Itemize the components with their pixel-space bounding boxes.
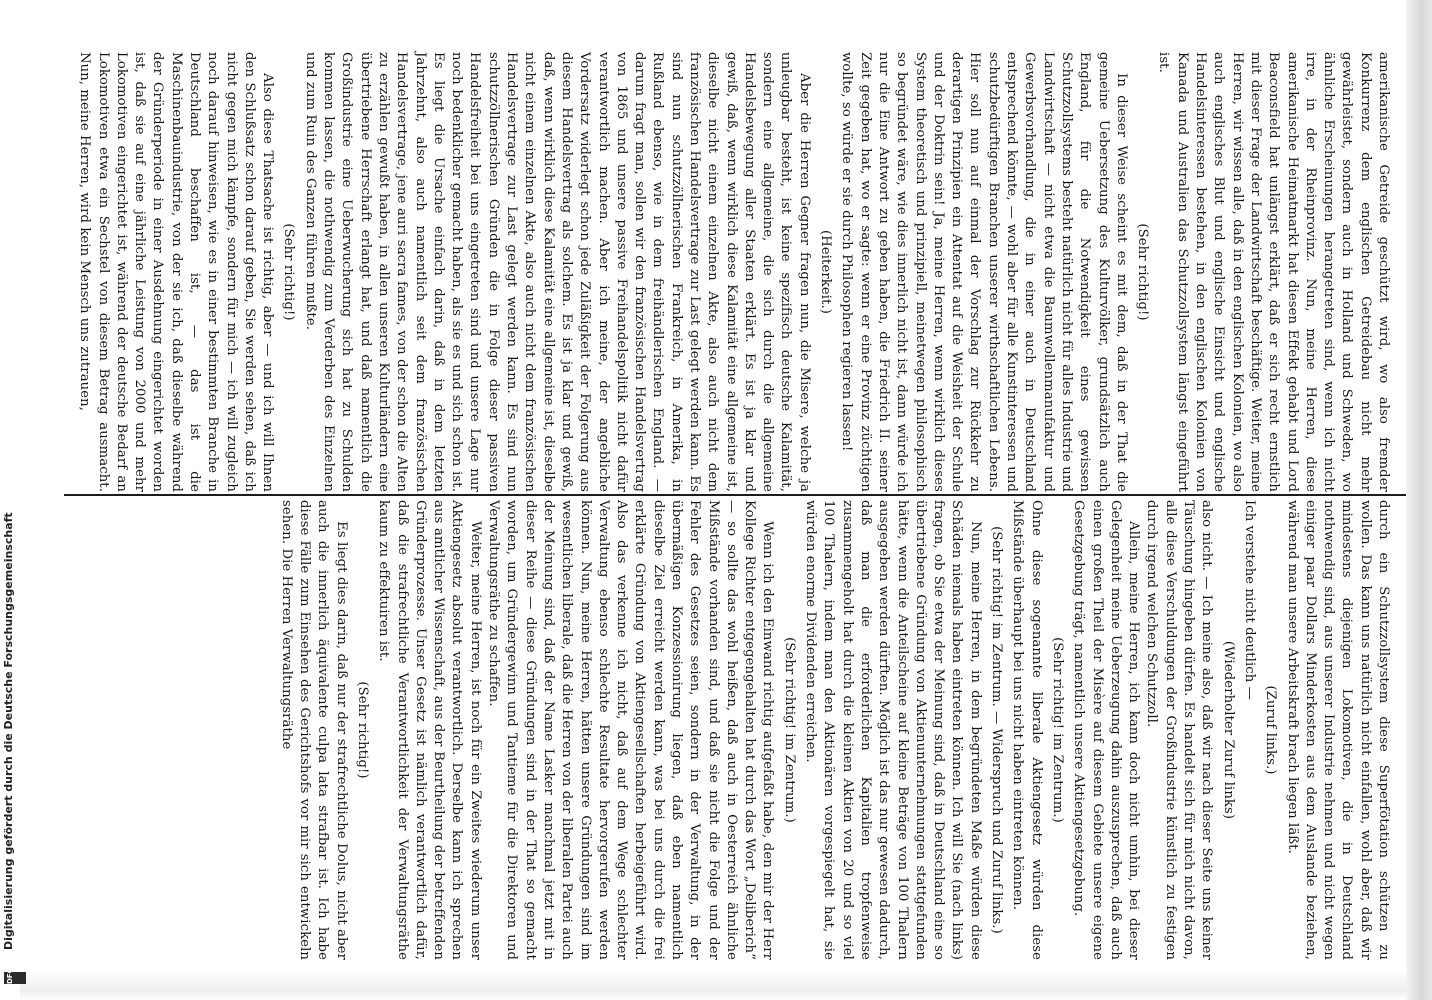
paragraph: Ich verstehe nicht deutlich — <box>1241 500 1257 700</box>
interjection: (Sehr richtig! im Zentrum.) <box>781 637 797 823</box>
paragraph: Weiter, meine Herren, ist noch für ein Zweites wiederum unser Aktiengesetz absolut verantwortlich. Derselbe kann ich sprechen aus amtlicher Wissenschaft, aus der Beurtheilung der betreffenden Gründerprozesse. Unser Gesetz ist nämlich verantwortlich dafür, daß die strafrechtliche Verantwortlichkeit der Verwaltungsräthe kaum zu effektuiren ist. <box>376 500 483 960</box>
interjection: (Zuruf links.) <box>1263 685 1279 775</box>
paragraph: Also diese Thatsache ist richtig, aber — und ich will Ihnen den Schlußsatz schon darauf geben, Sie werden sehen, daß ich nicht gegen mich kämpfe, sondern für mich — ich will zugleich noch darauf hinweisen, wie es in einer bestimmten Branche in Deutschland beschaffen ist, — das ist die Maschinenbauindustrie, von der sie ich, daß dieselbe während der Gründerperiode in einer Ausdehnung eingerichtet worden ist, daß sie auf eine jährliche Leistung von 2000 und mehr Lokomotiven eingerichtet ist, während der deutsche Bedarf an Lokomotiven etwa ein Sechstel von diesem Betrag ausmacht. Nun, meine Herren, wird kein Mensch uns zutrauen, <box>77 52 276 492</box>
text-column-left <box>77 52 1392 492</box>
paragraph: Aber die Herren Gegner fragen nun, die Misere, welche ja unleugbar besteht, ist keine spezifisch deutsche Kalamität, sondern eine allgemeine, die sich durch die allgemeine Handelsbewegung aller Staaten erklärt. Es ist ja klar und gewiß, daß, wenn wirklich diese Kalamität eine allgemeine ist, dieselbe nicht einem einzelnen Akte, also auch nicht dem französischen Handelsvertrage zur Last gelegt werden kann. Es sind nun schutzzöllnerischen Frankreich, in Amerika, in Rußland ebenso, wie in dem freihändlerischen England. — darum fragt man, sollen wir den französischen Handelsvertrag von 1865 und unsere passive Freihandelspolitik nicht dafür verantwortlich machen. Aber ich meine, der angebliche Vordersatz widerlegt schon jede Zuläßigkeit der Folgerung aus diesem Handelsvertrag als solchem. Es ist ja klar und gewiß, daß, wenn wirklich diese Kalamität eine allgemeine ist, dieselbe nicht einem einzelnen Akte, also auch nicht dem französischen Handelsvertrage zur Last gelegt werden kann. Es sind nun schutzzöllnerischen Gründen die in Folge dieser passiven Handelsfreiheit bei uns eingetreten sind und unsere Lage nur noch bedenklicher gemacht haben, als sie es und sich schon ist. Es liegt die Ursache einfach darin, daß in dem letzten Jahrzehnt, also auch namentlich seit dem französischen Handelsvertrage, jene auri sacra fames, von der schon die Alten zu erzählen gewußt haben, in allen unseren Kulturländern eine übertriebene Herrschaft erlangt hat, und daß namentlich die Großindustrie eine Ueberwucherung sich hat zu Schulden kommen lassen, die nothwendig zum Verderben des Einzelnen und zum Ruin des Ganzen führen mußte. <box>302 52 812 492</box>
interjection: (Sehr richtig!) <box>354 681 370 779</box>
interjection: (Sehr richtig! im Zentrum. — Widerspruch und Zuruf links.) <box>989 526 1005 934</box>
paragraph: also nicht. — Ich meine also, daß wir nach dieser Seite uns keiner Täuschung hingeben dürfen. Es handelt sich für mich nicht davon, alle diese Verschuldungen der Großindustrie künstlich zu festigen durch irgend welchen Schutzzoll. <box>1144 500 1215 960</box>
dfg-logo-text: DFG <box>6 967 14 984</box>
interjection: (Sehr richtig!) <box>281 223 297 321</box>
paragraph: durch ein Schutzzollsystem diese Superfötation schützen zu wollen. Das kann uns natürlich nicht einfallen, wohl aber, daß wir mindestens diejenigen Lokomotiven, die in Deutschland nothwendig sind, aus unserer Industrie nehmen und nicht wegen einiger paar Dollars Minderkosten aus dem Auslande beziehen, während man unsere Arbeitskraft brach liegen läßt. <box>1284 500 1391 960</box>
paragraph: amerikanische Getreide geschützt wird, wo also fremder Konkurrenz dem englischen Getreidebau nicht mehr gewährleistet, sondern auch in Holland und Schweden, wo ähnliche Erscheinungen herangetreten sind, wenn ich nicht irre, in der Rheinprovinz. Nun, meine Herren, diese amerikanische Heimatmarkt hat diesen Effekt gehabt und Lord Beaconsfield hat unlängst erklärt, daß er sich recht ernstlich mit dieser Frage der Landwirtschaft beschäftige. Weiter, meine Herren, wir wissen alle, daß in den englischen Kolonien, wo also auch englisches Blut und englische Einsicht und englische Handelsinteressen bestehen, in den englischen Kolonien von Kanada und Australien das Schutzzollsystem längst eingeführt ist. <box>1156 52 1391 492</box>
digitization-note: Digitalisierung gefördert durch die Deutsche Forschungsgemeinschaft <box>2 512 15 950</box>
paragraph: Allein, meine Herren, ich kann doch nicht umhin, bei dieser Gelegenheit meine Ueberzeugung dahin auszusprechen, daß auch einen großen Theil der Misère auf diesem Gebiete unsere eigene Gesetzgebung trägt, namentlich unsere Aktiengesetzgebung. <box>1071 500 1142 960</box>
text-column-right <box>92 500 1392 960</box>
interjection: (Sehr richtig! im Zentrum.) <box>1049 637 1065 823</box>
page-edge-bottom <box>20 970 1406 1000</box>
column-divider <box>64 494 1432 496</box>
page-edge-right <box>1406 0 1432 1000</box>
interjection: (Heiterkeit.) <box>818 229 834 315</box>
interjection: (Sehr richtig!) <box>1135 223 1151 321</box>
paragraph: Ohne diese sogenannte liberale Aktiengesetz würden diese Mißstände überhaupt bei uns nicht haben eintreten können. <box>1010 500 1044 960</box>
dfg-logo <box>4 967 26 984</box>
paragraph: Es liegt dies darin, daß nur der strafrechtliche Dolus, nicht aber auch die innerlich äquivalente culpa lata strafbar ist. Ich habe diese Fälle zum Einsehen des Gerichtshofs vor mir sich entwickeln sehen. Die Herren Verwaltungsräthe <box>278 500 349 960</box>
interjection: (Wiederholter Zuruf links) <box>1220 640 1236 820</box>
paragraph: Wenn ich den Einwand richtig aufgefaßt habe, den mir der Herr Kollege Richter entgegengehalten hat durch das Wort „Deliberich“ — so sollte das wohl heißen, daß auch in Oesterreich ähnliche Mißstände vorhanden sind, und daß sie nicht die Folge und der Fehler des Gesetzes seien, sondern in der Verwaltung, in der übermäßigen Konzessionirung liegen, daß eben namentlich dieselbe Ziel erreicht werden kann, was bei uns durch die frei erklärte Gründung von Aktiengesellschaften herbeigeführt wird. Also das verkenne ich nicht, daß auf dem Wege schlechter Verwaltung ebenso schlechte Resultate hervorgerufen werden können. Nun, meine Herren, hätten unsere Gründungen sind im wesentlichen liberale, daß die Herren von der liberalen Partei auch der Meinung sind, daß der Name Lasker manchmal jetzt mit in dieser Reihe — diese Gründungen sind in der That so gemacht worden, um Gründergewinn und Tantieme für die Direktoren und Verwaltungsräthe zu schaffen. <box>486 500 776 960</box>
paragraph: Nun, meine Herren, in dem begründeten Maße würden diese Schäden niemals haben eintreten können. Ich will Sie (nach links) fragen, ob Sie etwa der Meinung sind, daß in Deutschland eine so übertriebene Gründung von Aktienunternehmungen stattgefunden hätte, wenn die Anteilscheine auf kleine Beträge von 100 Thalern ausgegeben werden dürften. Möglich ist das nur gewesen dadurch, daß man die erforderlichen Kapitalien tropfenweise zusammengeholt hat durch die kleinen Aktien von 20 und so viel 100 Thalern, indem man den Aktionären vorgespiegelt hat, sie würden enorme Dividenden erreichen. <box>803 500 983 960</box>
paragraph: In dieser Weise scheint es mit dem, daß in der That die gemeine Uebersetzung des Kulturvölker, grundsätzlich auch England, für die Notwendigkeit eines gewissen Schutzzollsystems besteht natürlich nicht für alles Industrie und Landwirtschaft — nicht etwa die Baumwollenmanufaktur und Gewerbsvorhandlung, die in einer auch in Deutschland entsprechend könnte, — wohl aber für alle Kunstinteressen und schutzbedürftigen Branchen unserer wirthschaftlichen Lebens. Hier soll nun auf einmal der Vorschlag zur Rückkehr zu derartigen Prinzipien ein Attentat auf die Weisheit der Schule und der Doktrin sein! Ja, meine Herren, wenn wirklich dieses System theoretisch und prinzipiell, meinetwegen philosophisch so begründet wäre, wie dies innerlich nicht ist, dann würde ich nur die Eine Antwort zu geben haben, die Friedrich II. seiner Zeit gegeben hat, wo er sagte: wenn er eine Provinz züchtigen wollte, so würde er sie durch Philosophen regieren lassen! <box>839 52 1129 492</box>
